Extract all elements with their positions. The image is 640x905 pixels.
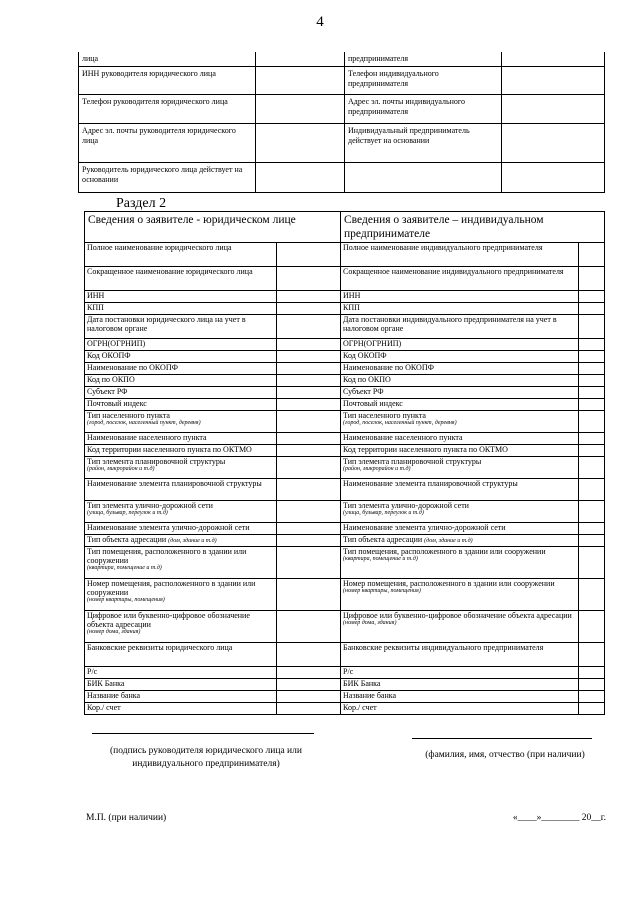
legal-entity-field-label <box>85 387 277 399</box>
entrepreneur-field-value[interactable] <box>579 339 605 351</box>
field-label-text: Наименование элемента улично-дорожной сети <box>343 523 506 532</box>
field-label-text: Тип элемента улично-дорожной сети <box>87 501 213 510</box>
legal-entity-field-label <box>85 375 277 387</box>
legal-entity-field-value[interactable] <box>277 703 341 715</box>
entrepreneur-field-value[interactable] <box>579 291 605 303</box>
entrepreneur-field-value[interactable] <box>579 411 605 433</box>
table-row <box>85 445 605 457</box>
entrepreneur-field-value[interactable] <box>579 535 605 547</box>
field-hint: (номер дома, здания) <box>87 629 141 635</box>
entrepreneur-field-value[interactable] <box>579 501 605 523</box>
field-label-text: ИНН <box>343 291 361 300</box>
field-label-text: Код по ОКПО <box>87 375 135 384</box>
entrepreneur-field-value[interactable] <box>579 445 605 457</box>
table-row <box>85 457 605 479</box>
table-row <box>85 579 605 611</box>
field-label-text: Тип элемента планировочной структуры <box>87 457 226 466</box>
field-label-text: Номер помещения, расположенного в здании или сооружении <box>87 579 256 597</box>
field-label-text: Дата постановки юридического лица на учет в налоговом органе <box>87 315 246 333</box>
field-label: Индивидуальный предприниматель действует на основании <box>345 124 502 163</box>
legal-entity-field-label <box>85 399 277 411</box>
table-row <box>85 375 605 387</box>
field-value[interactable] <box>502 95 605 124</box>
entrepreneur-field-value[interactable] <box>579 579 605 611</box>
table-row <box>85 315 605 339</box>
legal-entity-field-value[interactable] <box>277 691 341 703</box>
table-row <box>85 303 605 315</box>
legal-entity-field-label <box>85 457 277 479</box>
legal-entity-field-label <box>85 611 277 643</box>
table-row <box>85 535 605 547</box>
legal-entity-field-value[interactable] <box>277 363 341 375</box>
field-label-text: Почтовый индекс <box>343 399 403 408</box>
contact-row <box>79 67 605 95</box>
name-line <box>412 738 592 739</box>
field-label: Телефон руководителя юридического лица <box>79 95 256 124</box>
legal-entity-field-value[interactable] <box>277 267 341 291</box>
entrepreneur-field-label <box>341 315 579 339</box>
legal-entity-field-label <box>85 363 277 375</box>
entrepreneur-field-label <box>341 691 579 703</box>
legal-entity-field-value[interactable] <box>277 679 341 691</box>
field-hint: (улица, бульвар, переулок и т.д) <box>343 510 424 516</box>
table-row <box>85 243 605 267</box>
header-legal-entity: Сведения о заявителе - юридическом лице <box>85 212 341 243</box>
contact-row <box>79 163 605 193</box>
entrepreneur-field-label <box>341 375 579 387</box>
field-label-text: Тип объекта адресации <box>343 535 423 544</box>
entrepreneur-field-value[interactable] <box>579 399 605 411</box>
date-field: «____»________ 20__г. <box>512 813 606 823</box>
field-label-text: Код территории населенного пункта по ОКТМО <box>343 445 508 454</box>
field-label-text: Тип элемента планировочной структуры <box>343 457 482 466</box>
contact-row <box>79 124 605 163</box>
legal-entity-field-label <box>85 291 277 303</box>
legal-entity-field-value[interactable] <box>277 667 341 679</box>
legal-entity-field-label <box>85 445 277 457</box>
field-hint: (дом, здание и т.д) <box>168 538 217 544</box>
table-row <box>85 691 605 703</box>
field-value[interactable] <box>256 67 345 95</box>
legal-entity-field-value[interactable] <box>277 479 341 501</box>
legal-entity-field-value[interactable] <box>277 579 341 611</box>
signature-line <box>92 733 314 734</box>
field-label-text: Сокращенное наименование юридического лица <box>87 267 253 276</box>
legal-entity-field-label <box>85 643 277 667</box>
field-label-text: Кор./ счет <box>343 703 377 712</box>
field-value[interactable] <box>256 124 345 163</box>
stamp-label: М.П. (при наличии) <box>86 813 167 823</box>
legal-entity-field-value[interactable] <box>277 351 341 363</box>
field-hint: (улица, бульвар, переулок и т.д) <box>87 510 168 516</box>
entrepreneur-field-label <box>341 243 579 267</box>
entrepreneur-field-value[interactable] <box>579 387 605 399</box>
entrepreneur-field-label <box>341 387 579 399</box>
field-label: Адрес эл. почты индивидуального предпринимателя <box>345 95 502 124</box>
legal-entity-field-value[interactable] <box>277 643 341 667</box>
legal-entity-field-label <box>85 691 277 703</box>
entrepreneur-field-value[interactable] <box>579 375 605 387</box>
legal-entity-field-label <box>85 679 277 691</box>
table-row <box>85 411 605 433</box>
table-row <box>85 667 605 679</box>
legal-entity-field-label <box>85 547 277 579</box>
field-label: лица <box>79 52 256 67</box>
field-hint: (номер дома, здания) <box>343 620 397 626</box>
legal-entity-field-label <box>85 315 277 339</box>
field-value[interactable] <box>502 67 605 95</box>
entrepreneur-field-label <box>341 445 579 457</box>
field-label-text: КПП <box>87 303 104 312</box>
legal-entity-field-value[interactable] <box>277 315 341 339</box>
entrepreneur-field-value[interactable] <box>579 457 605 479</box>
table-row <box>85 351 605 363</box>
field-label-text: ОГРН(ОГРНИП) <box>343 339 402 348</box>
field-value[interactable] <box>256 52 345 67</box>
legal-entity-field-value[interactable] <box>277 291 341 303</box>
table-row <box>85 387 605 399</box>
entrepreneur-field-label <box>341 457 579 479</box>
legal-entity-field-value[interactable] <box>277 411 341 433</box>
entrepreneur-field-label <box>341 679 579 691</box>
signature-caption: (подпись руководителя юридического лица или индивидуального предпринимателя) <box>110 746 302 769</box>
legal-entity-field-label <box>85 579 277 611</box>
field-label-text: Наименование населенного пункта <box>87 433 207 442</box>
entrepreneur-field-value[interactable] <box>579 303 605 315</box>
legal-entity-field-value[interactable] <box>277 547 341 579</box>
field-label-text: Код ОКОПФ <box>343 351 387 360</box>
table-row <box>85 523 605 535</box>
field-label-text: Тип населенного пункта <box>343 411 426 420</box>
field-label-text: ИНН <box>87 291 105 300</box>
legal-entity-field-label <box>85 535 277 547</box>
entrepreneur-field-label <box>341 411 579 433</box>
field-label: ИНН руководителя юридического лица <box>79 67 256 95</box>
legal-entity-field-value[interactable] <box>277 611 341 643</box>
entrepreneur-field-value[interactable] <box>579 433 605 445</box>
field-label: предпринимателя <box>345 52 502 67</box>
entrepreneur-field-label <box>341 267 579 291</box>
field-label-text: Р/с <box>87 667 98 676</box>
field-label-text: БИК Банка <box>343 679 381 688</box>
field-label: Адрес эл. почты руководителя юридического лица <box>79 124 256 163</box>
entrepreneur-field-label <box>341 303 579 315</box>
field-hint: (район, микрорайон и т.д) <box>87 466 155 472</box>
table-row <box>85 399 605 411</box>
field-hint: (номер квартиры, помещения) <box>87 597 165 603</box>
entrepreneur-field-label <box>341 667 579 679</box>
legal-entity-field-value[interactable] <box>277 399 341 411</box>
entrepreneur-field-value[interactable] <box>579 267 605 291</box>
field-hint: (номер квартиры, помещения) <box>343 588 421 594</box>
field-label-text: Код по ОКПО <box>343 375 391 384</box>
table-row <box>85 547 605 579</box>
entrepreneur-field-label <box>341 479 579 501</box>
field-value[interactable] <box>256 95 345 124</box>
field-label: Телефон индивидуального предпринимателя <box>345 67 502 95</box>
field-hint: (район, микрорайон и т.д) <box>343 466 411 472</box>
legal-entity-field-label <box>85 411 277 433</box>
table-row <box>85 267 605 291</box>
table-row <box>85 611 605 643</box>
legal-entity-field-label <box>85 703 277 715</box>
legal-entity-field-label <box>85 523 277 535</box>
table-row <box>85 291 605 303</box>
page-number: 4 <box>316 14 324 30</box>
field-label-text: Банковские реквизиты индивидуального предпринимателя <box>343 643 544 652</box>
entrepreneur-field-label <box>341 579 579 611</box>
field-label-text: Тип объекта адресации <box>87 535 167 544</box>
entrepreneur-field-value[interactable] <box>579 363 605 375</box>
field-label-text: Цифровое или буквенно-цифровое обозначение объекта адресации <box>87 611 250 629</box>
entrepreneur-field-value[interactable] <box>579 679 605 691</box>
field-label-text: Наименование элемента улично-дорожной сети <box>87 523 250 532</box>
legal-entity-field-value[interactable] <box>277 375 341 387</box>
field-hint: (квартира, помещение и т.д) <box>87 565 162 571</box>
entrepreneur-field-value[interactable] <box>579 315 605 339</box>
entrepreneur-field-label <box>341 351 579 363</box>
field-label-text: Дата постановки индивидуального предпринимателя на учет в налоговом органе <box>343 315 557 333</box>
legal-entity-field-value[interactable] <box>277 243 341 267</box>
field-label-text: БИК Банка <box>87 679 125 688</box>
field-label-text: Тип элемента улично-дорожной сети <box>343 501 469 510</box>
field-value[interactable] <box>502 52 605 67</box>
field-label-text: Банковские реквизиты юридического лица <box>87 643 233 652</box>
field-label-text: Наименование населенного пункта <box>343 433 463 442</box>
field-label: Руководитель юридического лица действует на основании <box>79 163 256 193</box>
legal-entity-field-label <box>85 243 277 267</box>
applicant-info-table <box>84 211 605 715</box>
contact-info-table <box>78 52 605 193</box>
legal-entity-field-label <box>85 303 277 315</box>
entrepreneur-field-value[interactable] <box>579 479 605 501</box>
legal-entity-field-label <box>85 433 277 445</box>
field-hint: (дом, здание и т.д) <box>424 538 473 544</box>
field-label <box>345 163 502 193</box>
field-value[interactable] <box>502 163 605 193</box>
field-label-text: Кор./ счет <box>87 703 121 712</box>
field-hint: (город, поселок, населенный пункт, деревня) <box>343 420 457 426</box>
field-label-text: Название банка <box>343 691 397 700</box>
contact-row <box>79 52 605 67</box>
field-label-text: Код территории населенного пункта по ОКТМО <box>87 445 252 454</box>
entrepreneur-field-label <box>341 535 579 547</box>
legal-entity-field-value[interactable] <box>277 387 341 399</box>
entrepreneur-field-value[interactable] <box>579 547 605 579</box>
entrepreneur-field-label <box>341 523 579 535</box>
legal-entity-field-value[interactable] <box>277 457 341 479</box>
legal-entity-field-value[interactable] <box>277 303 341 315</box>
table-row <box>85 643 605 667</box>
field-label-text: Тип помещения, расположенного в здании или сооружении <box>343 547 546 556</box>
entrepreneur-field-value[interactable] <box>579 611 605 643</box>
field-label-text: Номер помещения, расположенного в здании или сооружении <box>343 579 555 588</box>
entrepreneur-field-label <box>341 339 579 351</box>
legal-entity-field-value[interactable] <box>277 523 341 535</box>
header-entrepreneur: Сведения о заявителе – индивидуальном предпринимателе <box>341 212 605 243</box>
table-row <box>85 479 605 501</box>
table-row <box>85 501 605 523</box>
legal-entity-field-label <box>85 351 277 363</box>
legal-entity-field-value[interactable] <box>277 501 341 523</box>
table-row <box>85 679 605 691</box>
legal-entity-field-label <box>85 267 277 291</box>
legal-entity-field-value[interactable] <box>277 535 341 547</box>
entrepreneur-field-label <box>341 291 579 303</box>
entrepreneur-field-label <box>341 611 579 643</box>
field-label-text: Наименование по ОКОПФ <box>343 363 434 372</box>
field-label-text: Сокращенное наименование индивидуального предпринимателя <box>343 267 564 276</box>
legal-entity-field-label <box>85 339 277 351</box>
field-label-text: Код ОКОПФ <box>87 351 131 360</box>
field-value[interactable] <box>256 163 345 193</box>
entrepreneur-field-value[interactable] <box>579 523 605 535</box>
legal-entity-field-label <box>85 667 277 679</box>
entrepreneur-field-label <box>341 363 579 375</box>
legal-entity-field-label <box>85 501 277 523</box>
entrepreneur-field-value[interactable] <box>579 243 605 267</box>
entrepreneur-field-label <box>341 501 579 523</box>
entrepreneur-field-label <box>341 399 579 411</box>
table-row <box>85 339 605 351</box>
legal-entity-field-value[interactable] <box>277 445 341 457</box>
field-label-text: Почтовый индекс <box>87 399 147 408</box>
legal-entity-field-value[interactable] <box>277 433 341 445</box>
entrepreneur-field-label <box>341 433 579 445</box>
section-title: Раздел 2 <box>116 196 167 211</box>
entrepreneur-field-value[interactable] <box>579 667 605 679</box>
field-value[interactable] <box>502 124 605 163</box>
field-label-text: Тип помещения, расположенного в здании или сооружении <box>87 547 247 565</box>
table-row <box>85 363 605 375</box>
name-caption: (фамилия, имя, отчество (при наличии) <box>425 750 585 760</box>
entrepreneur-field-value[interactable] <box>579 691 605 703</box>
field-label-text: ОГРН(ОГРНИП) <box>87 339 146 348</box>
field-label-text: Полное наименование юридического лица <box>87 243 232 252</box>
entrepreneur-field-value[interactable] <box>579 351 605 363</box>
field-label-text: Тип населенного пункта <box>87 411 170 420</box>
table-row <box>85 703 605 715</box>
contact-row <box>79 95 605 124</box>
legal-entity-field-label <box>85 479 277 501</box>
field-label-text: Наименование элемента планировочной структуры <box>87 479 262 488</box>
field-hint: (квартира, помещение и т.д) <box>343 556 418 562</box>
field-label-text: Субъект РФ <box>87 387 128 396</box>
field-label-text: Субъект РФ <box>343 387 384 396</box>
field-label-text: Цифровое или буквенно-цифровое обозначение объекта адресации <box>343 611 572 620</box>
field-label-text: КПП <box>343 303 360 312</box>
field-label-text: Наименование по ОКОПФ <box>87 363 178 372</box>
field-hint: (город, поселок, населенный пункт, деревня) <box>87 420 201 426</box>
field-label-text: Название банка <box>87 691 141 700</box>
entrepreneur-field-label <box>341 643 579 667</box>
field-label-text: Полное наименование индивидуального предпринимателя <box>343 243 543 252</box>
entrepreneur-field-label <box>341 703 579 715</box>
field-label-text: Наименование элемента планировочной структуры <box>343 479 518 488</box>
table-row <box>85 433 605 445</box>
entrepreneur-field-value[interactable] <box>579 643 605 667</box>
legal-entity-field-value[interactable] <box>277 339 341 351</box>
field-label-text: Р/с <box>343 667 354 676</box>
entrepreneur-field-label <box>341 547 579 579</box>
entrepreneur-field-value[interactable] <box>579 703 605 715</box>
